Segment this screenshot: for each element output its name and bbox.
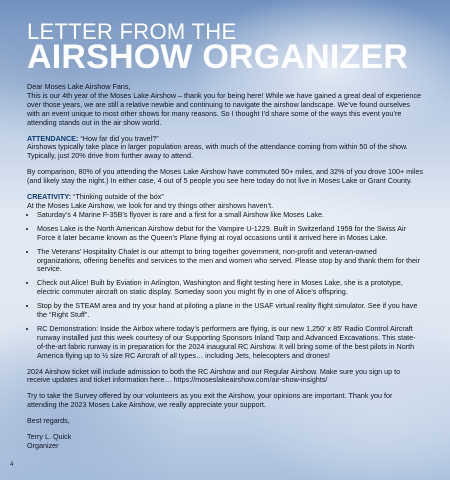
list-item: • Moses Lake is the North American Airshow debut for the Vampire U-1229. Built in Switzerland 1959 for the Swiss Air Force it later became known as the Queen’s Plane flying at royal occasions until it arrived here in Moses Lake. [37, 225, 423, 243]
intro-paragraph: This is our 4th year of the Moses Lake Airshow – thank you for being here! While we have gained a great deal of experience over those years, we are still a relative newbie and continuing to navigate the airshow landscape. We’ve found ourselves with an event unique to most other shows for many reasons. So I thought I’d share some of the ways this event you’re attending stands out in the air show world. [27, 90, 421, 127]
greeting: Dear Moses Lake Airshow Fans, [27, 82, 131, 91]
page-title: AIRSHOW ORGANIZER [27, 38, 409, 76]
creativity-quote: “Thinking outside of the box” [71, 192, 164, 202]
comparison-paragraph: By comparison, 80% of you attending the Moses Lake Airshow have commuted 50+ miles, and 32% of you drove 100+ miles (and likely stay the night.) In either case, 4 out of 5 people you see here today do not live in Moses Lake or Grant County. [27, 167, 423, 186]
creativity-text: At the Moses Lake Airshow, we look for and try things other airshows haven’t. [27, 200, 274, 210]
list-item: • Stop by the STEAM area and try your hand at piloting a plane in the USAF virtual reality flight simulator. See if you have the “Right Stuff”. [37, 302, 423, 320]
attendance-quote: “How far did you travel?” [78, 133, 159, 143]
highlights-list [27, 211, 423, 361]
creativity-section [27, 193, 423, 211]
creativity-heading: CREATIVITY: [27, 192, 72, 202]
greeting-and-intro [27, 83, 423, 128]
signer-name: Terry L. Quick [27, 432, 72, 442]
header-kicker: LETTER FROM THE [27, 19, 237, 44]
attendance-heading: ATTENDANCE: [27, 133, 79, 143]
survey-paragraph: Try to take the Survey offered by our volunteers as you exit the Airshow, your opinions are important. Thank you for attending the 2023 Moses Lake Airshow, we really appreciate your support. [27, 391, 393, 410]
list-item: • The Veterans’ Hospitality Chalet is our attempt to bring together government, non-profit and veteran-owned organizations, offering benefits and services to the men and women who served. Please stop by and thank them for their service. [37, 248, 423, 275]
attendance-text: Airshows typically take place in larger population areas, with much of the attendance coming from within 50 of the show. Typically, just 20% drive from further away to attend. [27, 142, 408, 161]
signature-block [27, 433, 423, 451]
page-number: 4 [10, 462, 14, 468]
closing: Best regards, [27, 416, 70, 426]
attendance-section [27, 135, 423, 162]
list-item: • Check out Alice! Built by Eviation in Arlington, Washington and flight testing here in Moses Lake, she is a prototype, electric commuter aircraft on static display. Someday soon you might fly in one of Alice’s offspring. [37, 279, 423, 297]
ticket-paragraph: 2024 Airshow ticket will include admission to both the RC Airshow and our Regular Airshow. Make sure you sign up to receive updates and ticket information here… https://moseslakeairshow.com/air-show-insights/ [27, 366, 401, 385]
letter-body [27, 83, 423, 451]
list-item: • RC Demonstration: Inside the Airbox where today’s performers are flying, is our new 1,250' x 85' Radio Control Aircraft runway installed just this week courtesy of our Supporting Sponsors Inland Tarp and Advanced Excavations. This state-of-the-art fabric runway is in preparation for the 2024 inaugural RC Airshow. It will bring some of the best pilots in North America flying up to ½ size RC Aircraft of all types… including Jets, helecopters and drones! [37, 325, 423, 361]
list-item: • Saturday’s 4 Marine F-35B’s flyover is rare and a first for a small Airshow like Moses Lake. [37, 211, 423, 220]
signer-title: Organizer [27, 441, 59, 450]
